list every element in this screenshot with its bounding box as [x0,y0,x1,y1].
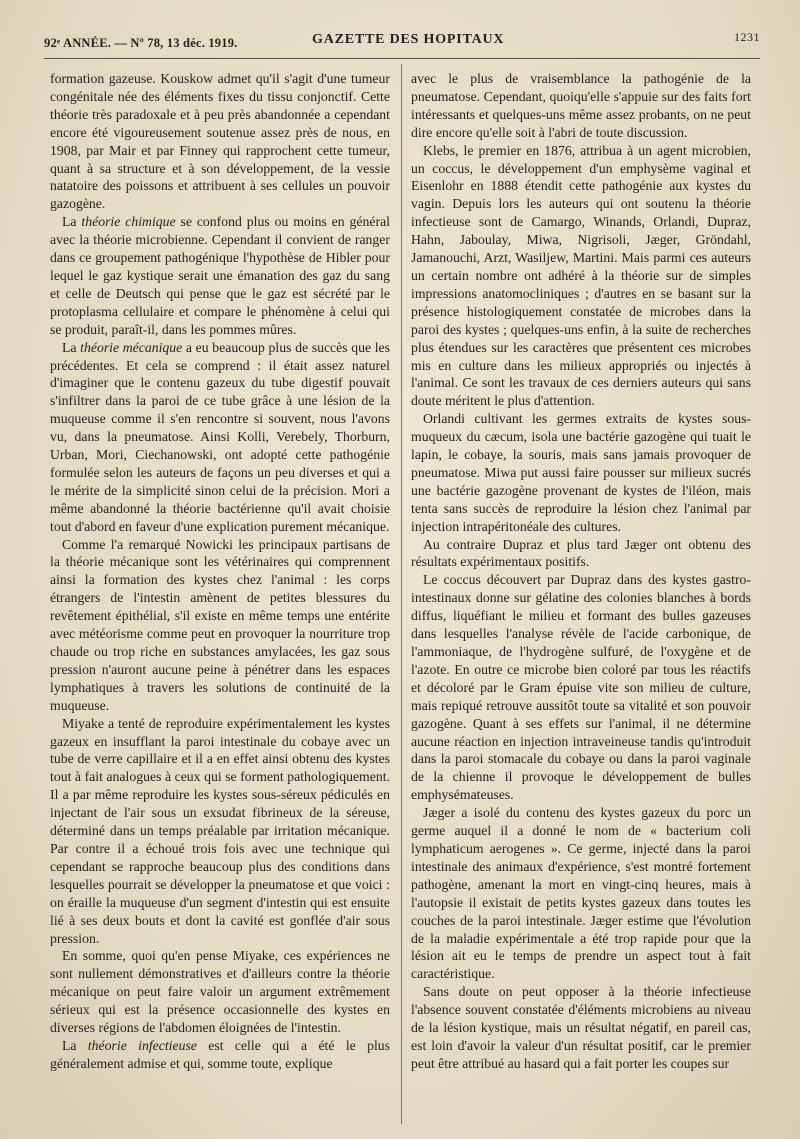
italic-term: théorie mécanique [80,339,183,355]
paragraph: Orlandi cultivant les germes extraits de kystes sous-muqueux du cæcum, isola une bactérie gazogène qui tuait le lapin, le cobaye, la souris, mais sans jamais provoquer de pneumatose. Miwa put aussi faire pousser sur milieux sucrés une bactérie gazogène provenant de kystes de l'iléon, mais tenta sans succès de reproduire la lésion chez l'animal par injection intrapéritonéale des cultures. [411,411,751,534]
paragraph: En somme, quoi qu'en pense Miyake, ces expériences ne sont nullement démonstratives et d'ailleurs contre la théorie mécanique on peut faire valoir un argument extrêmement sérieux qui est la présence occasionnelle des kystes en diverses régions de l'abdomen éloignées de l'intestin. [50,948,390,1036]
paragraph: Klebs, le premier en 1876, attribua à un agent microbien, un coccus, le développement d'un emphysème vaginal et Eisenlohr en 1888 étendit cette pathogénie aux kystes du vagin. Depuis lors les auteurs qui ont soutenu la théorie infectieuse sont de Camargo, Winands, Orlandi, Dupraz, Hahn, Jaboulay, Miwa, Nigrisoli, Jæger, Gröndahl, Jamanouchi, Arzt, Wasiljew, Martini. Mais parmi ces auteurs un certain nombre ont adhéré à la théorie sur de simples impressions anatomocliniques ; d'autres en se basant sur la présence histologiquement constatée de microbes dans la paroi des kystes ; quelques-uns enfin, à la suite de recherches plus étendues sur les caractères que présentent ces microbes mis en culture dans les milieux appropriés ou injectés à l'animal. Ce sont les travaux de ces derniers auteurs qui sans doute méritent le plus d'attention. [411,142,751,409]
paragraph: Miyake a tenté de reproduire expérimentalement les kystes gazeux en insufflant la paroi intestinale du cobaye avec un tube de verre capillaire et il a en effet ainsi obtenu des kystes tout à fait analogues à ceux qui se forment pathologiquement. Il a par même reproduire les kystes sous-séreux pédiculés en injectant de l'air sous un exsudat fibrineux de la séreuse, déterminé dans un temps préalable par irritation mécanique. Par contre il a échoué trois fois avec une technique qui cependant se rapproche beaucoup plus des conditions dans lesquelles pourrait se développer la pneumatose et que voici : on éraille la muqueuse d'un segment d'intestin qui est ensuite lié à ses deux bouts et dont la cavité est gonflée d'air sous pression. [50,715,390,946]
paragraph: Le coccus découvert par Dupraz dans des kystes gastro-intestinaux donne sur gélatine des colonies blanches à bords diffus, liquéfiant le milieu et formant des bulles gazeuses dans lesquelles l'analyse révèle de l'acide carbonique, de l'ammoniaque, de l'hydrogène sulfuré, de l'oxygène et de l'azote. En outre ce microbe bien coloré par tous les réactifs et décoloré par le Gram épuise vite son milieu de culture, mais repiqué retrouve aussitôt toute sa vitalité et son pouvoir gazogène. Quant à ses effets sur l'animal, il ne détermine aucune réaction en injection intraveineuse tandis qu'introduit dans la paroi stomacale du cobaye ou dans la paroi vaginale de la chienne il provoque le développement de bulles emphysémateuses. [411,572,751,803]
text: La [62,1037,88,1053]
paragraph: Comme l'a remarqué Nowicki les principaux partisans de la théorie mécanique sont les vétérinaires qui comprennent ainsi la formation des kystes chez l'animal : les corps étrangers de l'intestin amènent de petites blessures du revêtement épithélial, s'il existe en même temps une entérite avec météorisme comme peut en provoquer la nourriture trop chaude ou trop riche en substances amylacées, les gaz sous pression n'auront aucune peine à pénétrer dans les espaces lymphatiques à travers les solutions de continuité de la muqueuse. [50,536,390,713]
paragraph: avec le plus de vraisemblance la pathogénie de la pneumatose. Cependant, quoiqu'elle s'appuie sur des faits fort intéressants et quelques-uns même assez probants, on ne peut dire encore qu'elle soit à l'abri de toute discussion. [411,71,751,140]
italic-term: théorie infectieuse [87,1037,197,1053]
text: La [62,339,81,355]
left-column [50,70,390,1073]
text: est celle qui a été le plus généralement admise et qui, somme toute, explique [50,1037,390,1071]
page-header [44,28,760,54]
paragraph [50,339,390,536]
column-divider [401,64,402,1124]
header-rule [44,58,760,59]
paragraph [50,213,390,338]
right-column [411,70,751,1073]
page-number: 1231 [734,30,760,44]
paragraph [50,1037,390,1073]
issue-info: 92ᵉ ANNÉE. — Nº 78, 13 déc. 1919. [44,36,238,50]
italic-term: théorie chimique [81,214,176,230]
journal-title: GAZETTE DES HOPITAUX [312,32,505,47]
paragraph: formation gazeuse. Kouskow admet qu'il s'agit d'une tumeur congénitale née des éléments fixes du tissu conjonctif. Cette théorie très paradoxale et à peu près abandonnée a cependant encore été vigoureusement soutenue assez près de nous, en 1908, par Mair et par Finney qui rapprochent cette tumeur, quant à sa structure et à son développement, de la vessie natatoire des poissons et attribuent à ses cellules un pouvoir gazogène. [50,71,390,212]
paragraph: Au contraire Dupraz et plus tard Jæger ont obtenu des résultats expérimentaux positifs. [411,536,751,570]
paragraph: Sans doute on peut opposer à la théorie infectieuse l'absence souvent constatée d'éléments microbiens au niveau de la lésion kystique, mais un résultat négatif, en pareil cas, est loin d'avoir la valeur d'un résultat positif, car le premier peut être attribué au hasard qui a fait porter les coupes sur [411,984,751,1071]
text: a eu beaucoup plus de succès que les précédentes. Et cela se comprend : il était assez naturel d'imaginer que le contenu gazeux du tube digestif pouvait s'infiltrer dans la paroi de ce tube grâce à une lésion de la muqueuse comme il s'en rencontre si souvent, nous l'avons vu, dans la pneumatose. Ainsi Kolli, Verebely, Thorburn, Urban, Mori, Ciechanowski, ont adopté cette pathogénie formulée selon les auteurs de façons un peu diverses et qui a le mérite de la simplicité sinon celui de la précision. Mori a même abandonné la théorie bactérienne qu'il avait choisie tout d'abord en faveur d'une explication purement mécanique. [50,339,390,534]
text: se confond plus ou moins en général avec la théorie microbienne. Cependant il convient de ranger dans ce groupement pathogénique l'hypothèse de Hibler pour lequel le gaz kystique serait une émanation des gaz du sang et celle de Deutsch qui pense que le gaz est sécrété par le protoplasma cellulaire et compare le phénomène à celui qui se produit, paraît-il, dans les pommes mûres. [50,214,390,337]
paragraph: Jæger a isolé du contenu des kystes gazeux du porc un germe auquel il a donné le nom de « bacterium coli lymphaticum aerogenes ». Ce germe, injecté dans la paroi intestinale des animaux d'expérience, s'est montré fortement pathogène, amenant la mort en vingt-cinq heures, mais à l'autopsie il existait de petits kystes gazeux dans toutes les couches de la paroi intestinale. Jæger estime que l'évolution de la maladie expérimentale a été trop rapide pour que la lésion ait eu le temps de prendre un aspect tout à fait caractéristique. [411,805,751,982]
text: La [62,214,82,230]
